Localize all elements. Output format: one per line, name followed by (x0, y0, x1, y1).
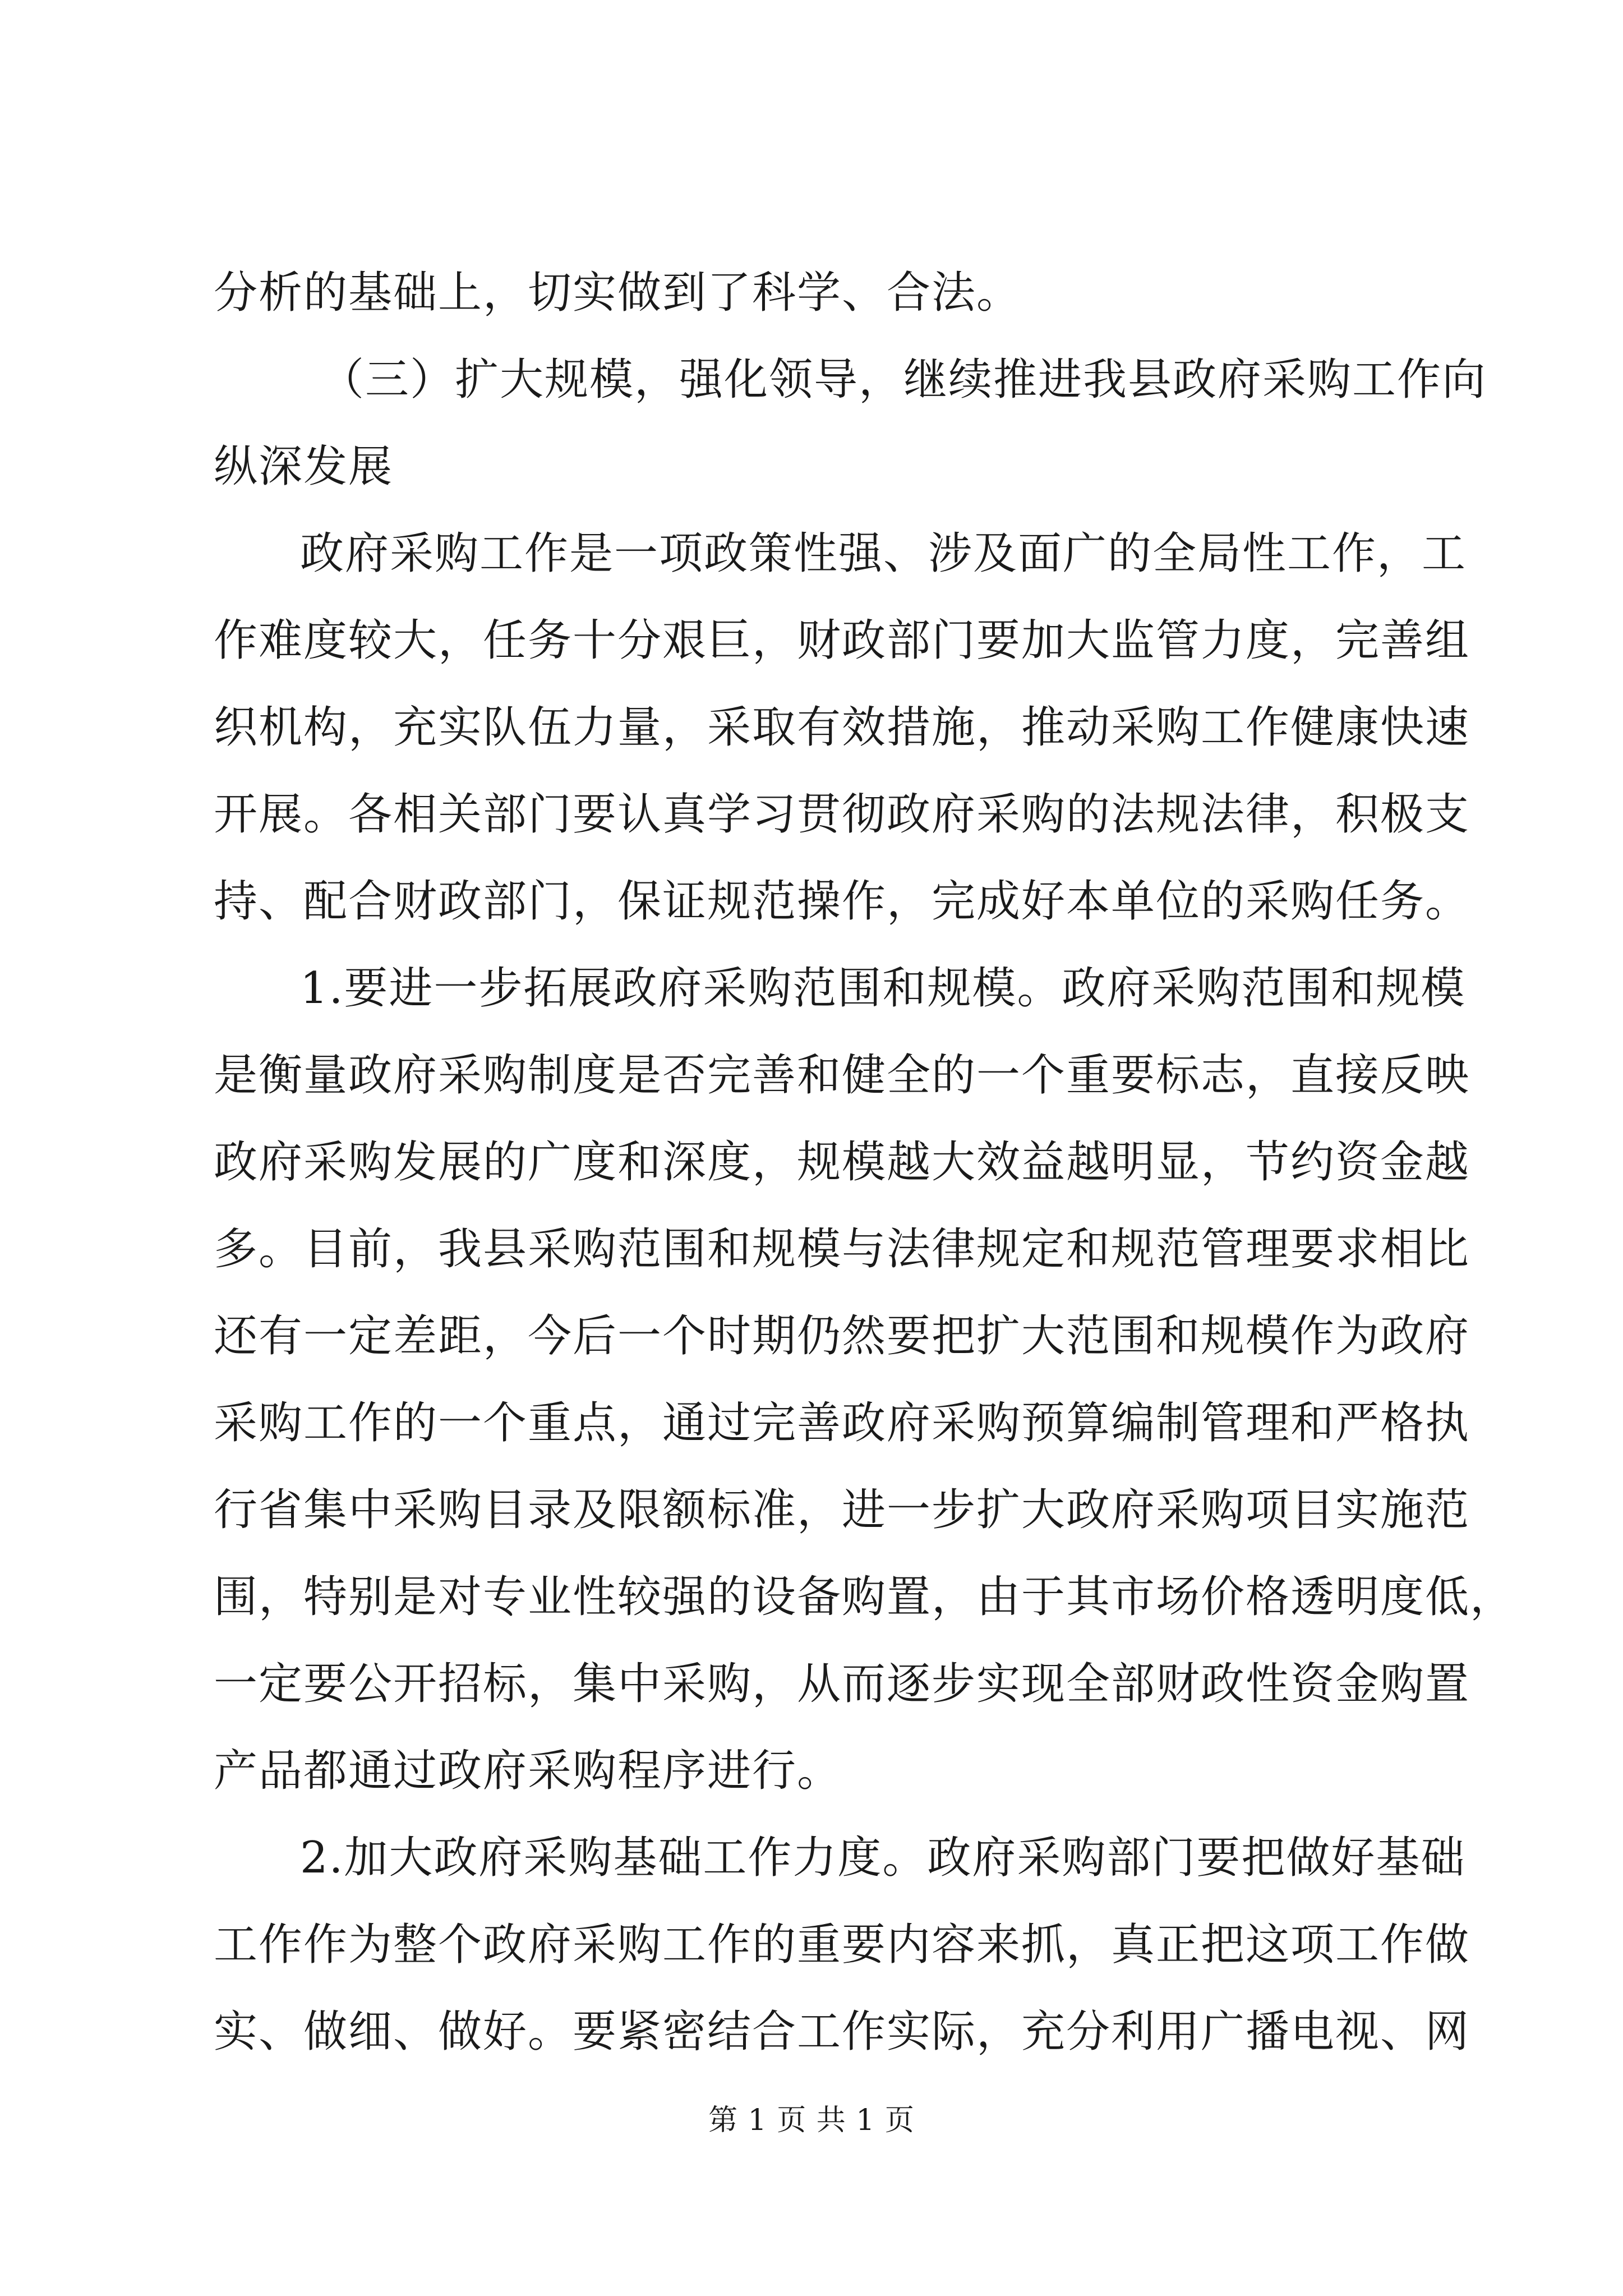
text-line: 行省集中采购目录及限额标准，进一步扩大政府采购项目实施范 (214, 1485, 1470, 1535)
document-body (214, 250, 1515, 2076)
text-line: 围，特别是对专业性较强的设备购置，由于其市场价格透明度低， (214, 1572, 1515, 1622)
section-heading-continued: 纵深发展 (214, 441, 394, 492)
text-line: 作难度较大，任务十分艰巨，财政部门要加大监管力度，完善组 (214, 615, 1470, 666)
text-line: 织机构，充实队伍力量，采取有效措施，推动采购工作健康快速 (214, 702, 1470, 753)
text-line: 实、做细、做好。要紧密结合工作实际，充分利用广播电视、网 (214, 2007, 1470, 2057)
list-item-1-start: 1.要进一步拓展政府采购范围和规模。政府采购范围和规模 (300, 963, 1466, 1014)
text-line: 分析的基础上，切实做到了科学、合法。 (214, 268, 1022, 318)
text-line: 一定要公开招标，集中采购，从而逐步实现全部财政性资金购置 (214, 1659, 1470, 1709)
page-number-label: 第 1 页 共 1 页 (708, 2104, 915, 2137)
text-line: 是衡量政府采购制度是否完善和健全的一个重要标志，直接反映 (214, 1050, 1470, 1101)
page-footer (0, 2101, 1623, 2140)
text-line: 产品都通过政府采购程序进行。 (214, 1746, 842, 1796)
list-item-2-start: 2.加大政府采购基础工作力度。政府采购部门要把做好基础 (300, 1833, 1466, 1883)
text-line: 政府采购发展的广度和深度，规模越大效益越明显，节约资金越 (214, 1137, 1470, 1188)
text-line: 采购工作的一个重点，通过完善政府采购预算编制管理和严格执 (214, 1398, 1470, 1448)
section-heading: （三）扩大规模，强化领导，继续推进我县政府采购工作向 (320, 355, 1487, 405)
text-line: 工作作为整个政府采购工作的重要内容来抓，真正把这项工作做 (214, 1920, 1470, 1970)
text-line: 开展。各相关部门要认真学习贯彻政府采购的法规法律，积极支 (214, 789, 1470, 840)
text-line: 持、配合财政部门，保证规范操作，完成好本单位的采购任务。 (214, 876, 1470, 927)
text-line: 多。目前，我县采购范围和规模与法律规定和规范管理要求相比 (214, 1224, 1470, 1274)
text-line: 还有一定差距，今后一个时期仍然要把扩大范围和规模作为政府 (214, 1311, 1470, 1361)
paragraph-start: 政府采购工作是一项政策性强、涉及面广的全局性工作，工 (300, 528, 1467, 579)
